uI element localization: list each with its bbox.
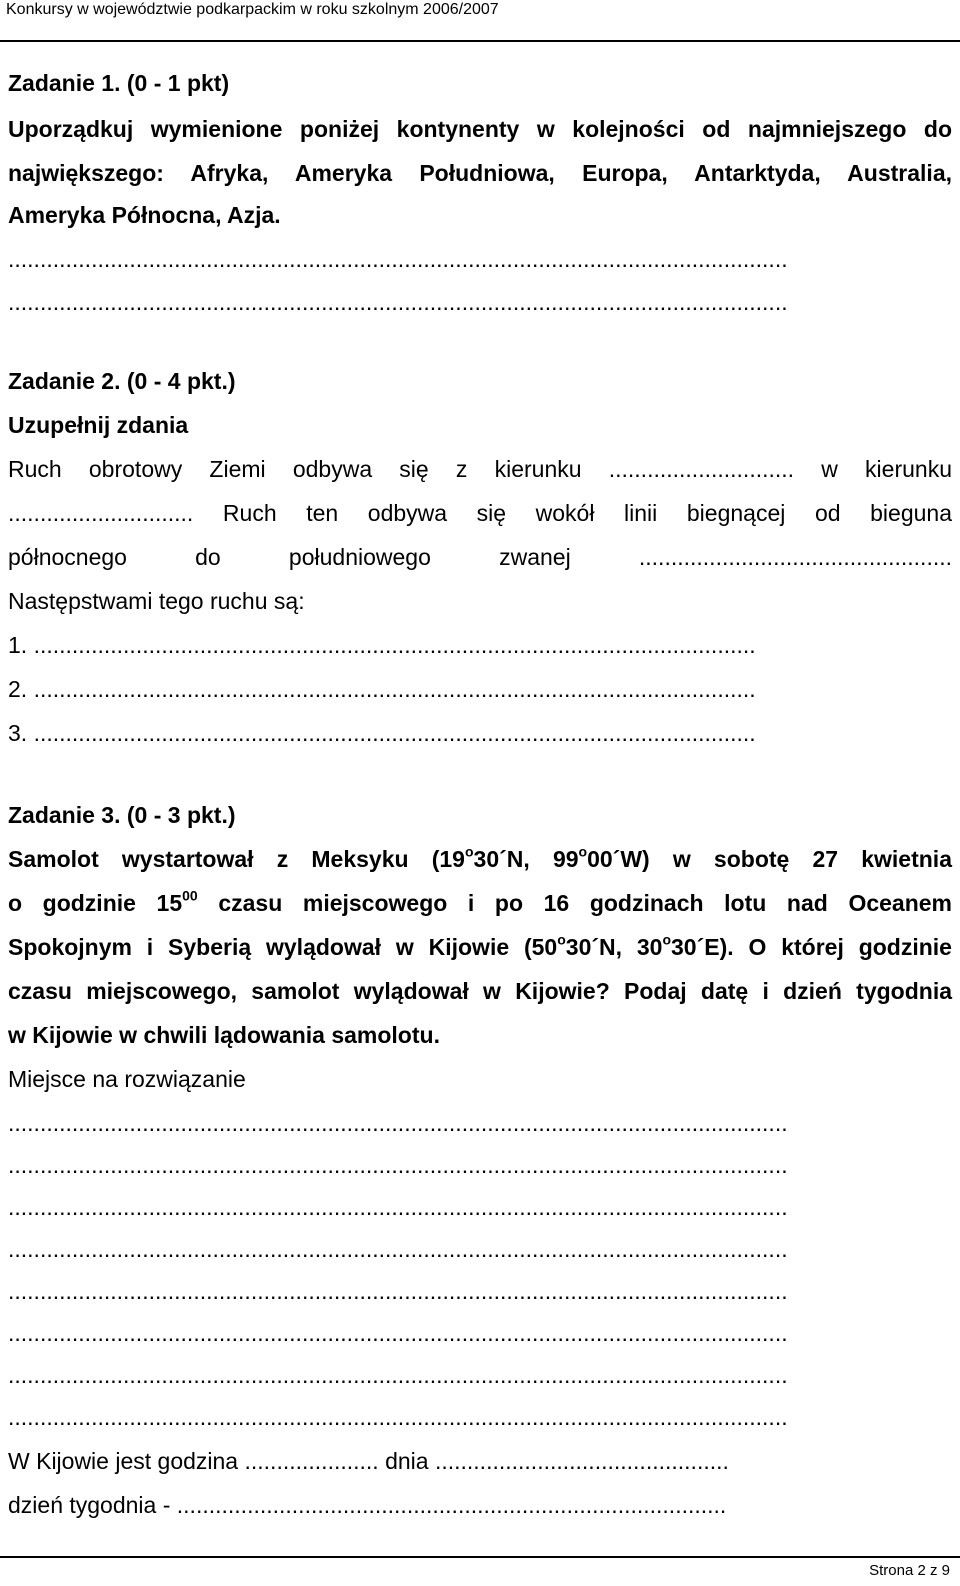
answer-line[interactable]: .......................................................................................................................... xyxy=(8,1194,788,1220)
answer-line[interactable]: .......................................................................................................................... xyxy=(8,1236,788,1262)
answer-line[interactable]: .......................................................................................................................... xyxy=(8,1362,788,1388)
page-number: Strona 2 z 9 xyxy=(869,1562,950,1579)
task1-title: Zadanie 1. (0 - 1 pkt) xyxy=(8,70,230,96)
page-header xyxy=(0,0,960,42)
task1-text-line: Ameryka Północna, Azja. xyxy=(8,202,281,228)
solution-space-label: Miejsce na rozwiązanie xyxy=(8,1066,246,1092)
answer-line[interactable]: .......................................................................................................................... xyxy=(8,1320,788,1346)
answer-line[interactable]: .......................................................................................................................... xyxy=(8,1404,788,1430)
header-title: Konkursy w województwie podkarpackim w roku szkolnym 2006/2007 xyxy=(6,1,499,18)
weekday-answer[interactable]: dzień tygodnia - ...................................................................................... xyxy=(8,1492,727,1518)
task3-title: Zadanie 3. (0 - 3 pkt.) xyxy=(8,802,236,828)
task3-text-line: Spokojnym i Syberią wylądował w Kijowie (50$^o$30´N, 30$^o$30´E). O której godzinie xyxy=(8,931,952,960)
task2-instruction: Uzupełnij zdania xyxy=(8,412,189,438)
answer-line[interactable]: .......................................................................................................................... xyxy=(8,246,788,272)
task2-consequences-label: Następstwami tego ruchu są: xyxy=(8,588,305,614)
task2-answer-item[interactable]: 3. ................................................................................................................. xyxy=(8,720,756,746)
kiev-time-answer[interactable]: W Kijowie jest godzina ..................... dnia .............................................. xyxy=(8,1448,729,1474)
task2-sentence-line: ............................. Ruch ten odbywa się wokół linii biegnącej od bieguna xyxy=(8,500,952,526)
answer-line[interactable]: .......................................................................................................................... xyxy=(8,289,788,315)
answer-line[interactable]: .......................................................................................................................... xyxy=(8,1110,788,1136)
task3-text-line: Samolot wystartował z Meksyku (19$^o$30´N, 99$^o$00´W) w sobotę 27 kwietnia xyxy=(8,843,952,872)
task1-text-line: największego: Afryka, Ameryka Południowa, Europa, Antarktyda, Australia, xyxy=(8,160,952,186)
task2-answer-item[interactable]: 1. ................................................................................................................. xyxy=(8,632,756,658)
answer-line[interactable]: .......................................................................................................................... xyxy=(8,1278,788,1304)
answer-line[interactable]: .......................................................................................................................... xyxy=(8,1152,788,1178)
task2-title: Zadanie 2. (0 - 4 pkt.) xyxy=(8,368,236,394)
task2-answer-item[interactable]: 2. ................................................................................................................. xyxy=(8,676,756,702)
task1-text-line: Uporządkuj wymienione poniżej kontynenty w kolejności od najmniejszego do xyxy=(8,116,952,142)
task3-text-line: czasu miejscowego, samolot wylądował w Kijowie? Podaj datę i dzień tygodnia xyxy=(8,978,952,1004)
task3-text-line: o godzinie $15^{00}$ czasu miejscowego i po 16 godzinach lotu nad Oceanem xyxy=(8,887,952,916)
footer-divider xyxy=(0,1556,960,1558)
task2-sentence-line: północnego do południowego zwanej ................................................. xyxy=(8,544,952,570)
task3-text-line: w Kijowie w chwili lądowania samolotu. xyxy=(8,1022,440,1048)
task2-sentence-line: Ruch obrotowy Ziemi odbywa się z kierunku ............................. w kierunku xyxy=(8,456,952,482)
